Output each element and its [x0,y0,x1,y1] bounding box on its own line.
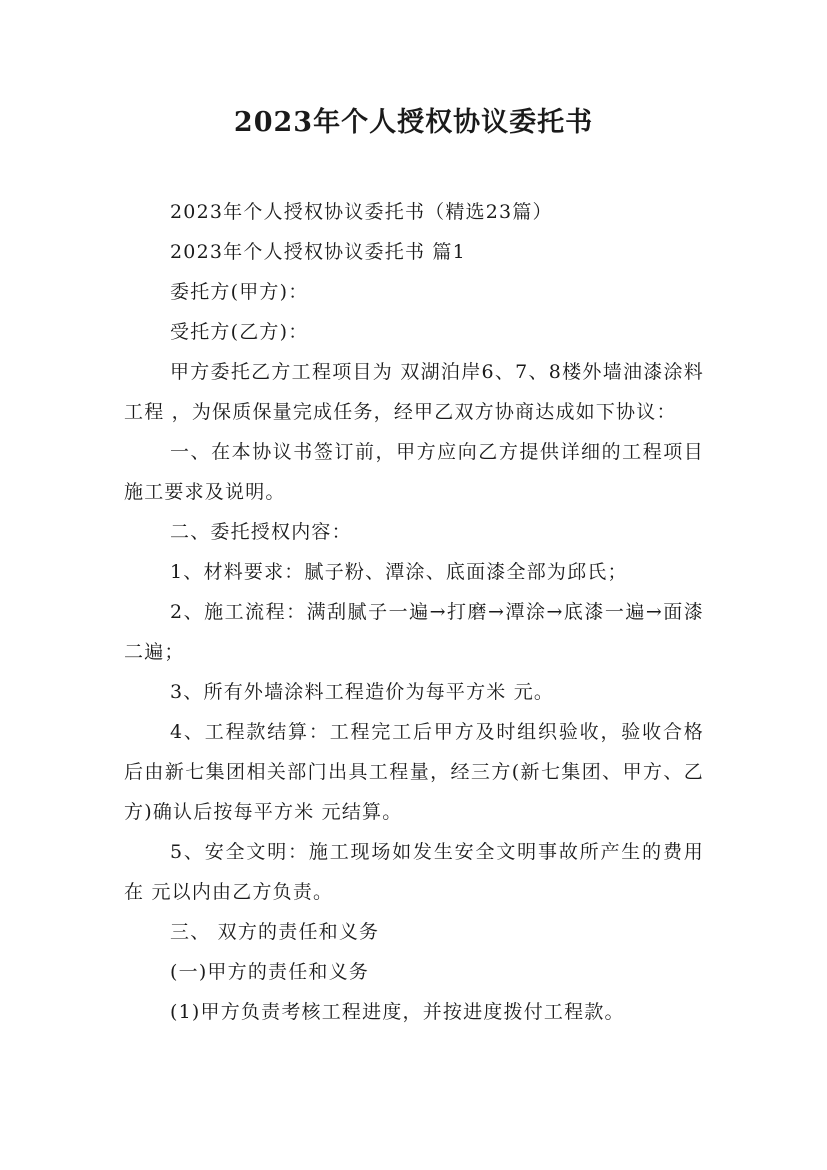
paragraph-subtitle: 2023年个人授权协议委托书（精选23篇） [170,201,553,223]
document-body [124,192,704,1032]
paragraph-contractor: 受托方(乙方)： [170,321,309,343]
paragraph-clause-3-heading: 三、 双方的责任和义务 [170,921,380,943]
paragraph-client: 委托方(甲方)： [170,281,309,303]
paragraph-settlement: 4、工程款结算：工程完工后甲方及时组织验收，验收合格后由新七集团相关部门出具工程量，经三方(新七集团、甲方、乙方)确认后按每平方米 元结算。 [124,721,704,823]
paragraph-material-requirements: 1、材料要求：腻子粉、潭涂、底面漆全部为邱氏； [170,561,628,583]
document-title: 2023年个人授权协议委托书 [233,107,594,138]
paragraph-party-a-heading: (一)甲方的责任和义务 [170,961,370,983]
paragraph-cost: 3、所有外墙涂料工程造价为每平方米 元。 [170,681,555,703]
paragraph-clause-2-heading: 二、委托授权内容： [170,521,352,543]
paragraph-party-a-duty-1: (1)甲方负责考核工程进度，并按进度拨付工程款。 [170,1001,625,1023]
paragraph-project-intro: 甲方委托乙方工程项目为 双湖泊岸6、7、8楼外墙油漆涂料工程 ，为保质保量完成任务，经甲乙双方协商达成如下协议： [124,361,704,423]
paragraph-section-heading: 2023年个人授权协议委托书 篇1 [170,241,466,263]
paragraph-clause-1: 一、在本协议书签订前，甲方应向乙方提供详细的工程项目施工要求及说明。 [124,441,704,503]
paragraph-construction-process: 2、施工流程：满刮腻子一遍→打磨→潭涂→底漆一遍→面漆二遍； [124,601,704,663]
paragraph-safety: 5、安全文明：施工现场如发生安全文明事故所产生的费用在 元以内由乙方负责。 [124,841,704,903]
